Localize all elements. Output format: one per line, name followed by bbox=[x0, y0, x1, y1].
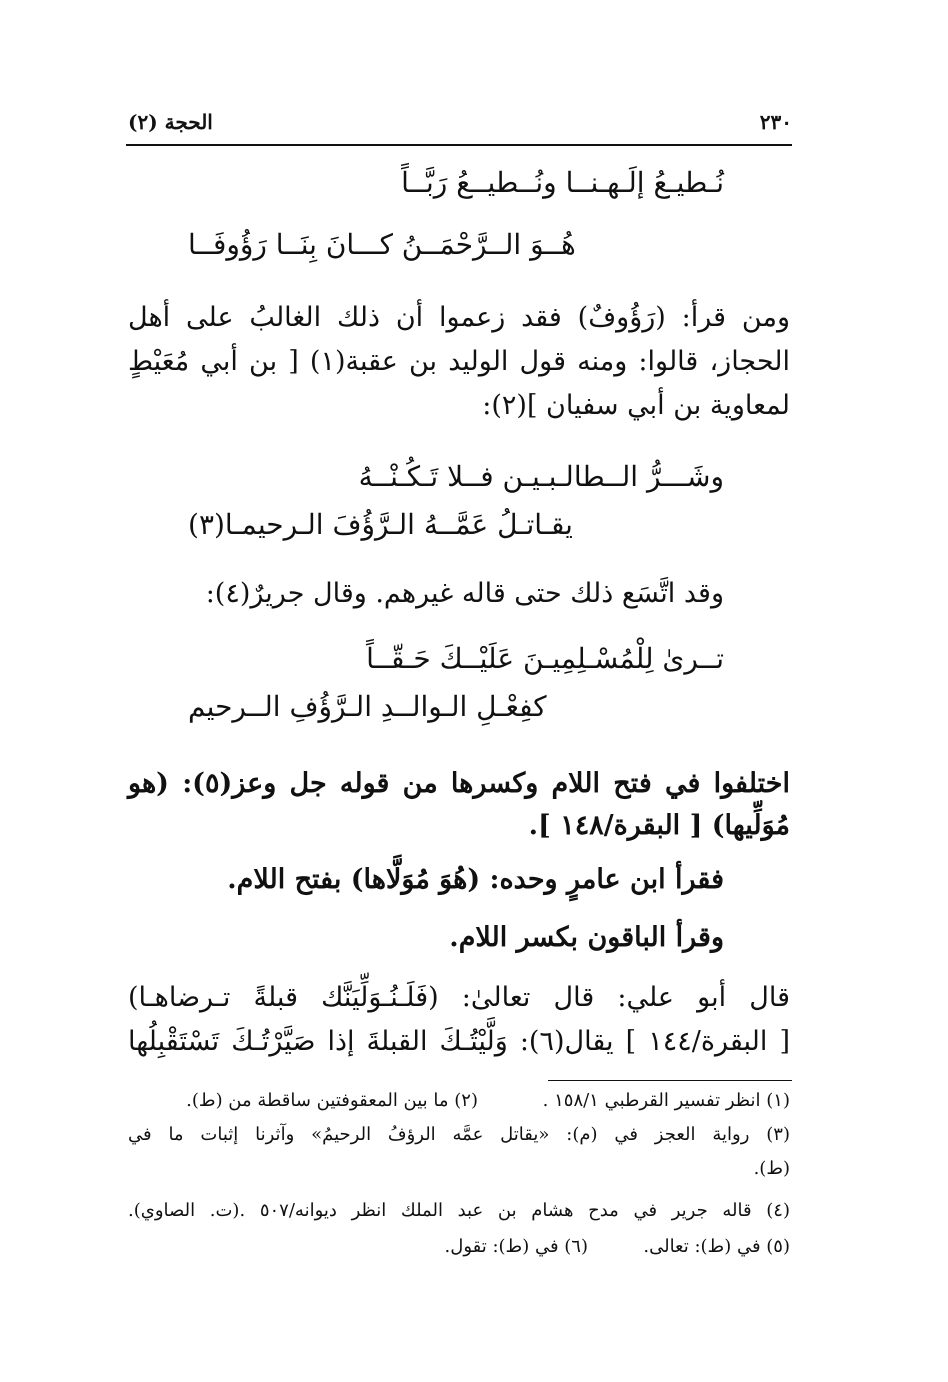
para2-line1: وقد اتَّسَع ذلك حتى قاله غيرهم. وقال جريرٌ(٤): bbox=[205, 578, 724, 609]
page-header bbox=[128, 104, 792, 140]
footnote-6: (٦) في (ط): تقول. bbox=[444, 1236, 588, 1257]
header-rule bbox=[126, 144, 792, 146]
section-heading-line1: اختلفوا في فتح اللام وكسرها من قوله جل وعز(٥): (هو bbox=[128, 768, 790, 799]
para1-line1: ومن قرأ: (رَؤُوفٌ) فقد زعموا أن ذلك الغالبُ على أهل bbox=[128, 302, 790, 333]
verse2-hemistich1: وشَـــرُّ الــطالـبـيـن فــلا تَـكُـنْــهُ bbox=[358, 460, 724, 493]
para1-line2: الحجاز، قالوا: ومنه قول الوليد بن عقبة(١) [ بن أبي مُعَيْطٍ bbox=[128, 346, 791, 377]
footnote-1: (١) انظر تفسير القرطبي ١٥٨/١ . bbox=[542, 1090, 790, 1111]
para3-line1: قال أبو علي: قال تعالىٰ: (فَلَـنُـوَلِّيَنَّك قبلةً تـرضاهـا) bbox=[128, 982, 790, 1013]
verse1-hemistich1: نُـطيـعُ إلَـهـنــا ونُــطيــعُ رَبَّــاً bbox=[401, 166, 724, 199]
reading-others: وقرأ الباقون بكسر اللام. bbox=[449, 922, 724, 953]
running-title: الحجة (٢) bbox=[128, 110, 213, 134]
footnote-5: (٥) في (ط): تعالى. bbox=[643, 1236, 790, 1257]
verse2-hemistich2: يقـاتـلُ عَمَّــهُ الـرَّؤُفَ الـرحيمـا(٣) bbox=[188, 508, 573, 541]
section-heading-line2: مُوَلِّيها) [ البقرة/١٤٨ ]. bbox=[528, 810, 790, 841]
footnote-rule bbox=[548, 1080, 792, 1081]
footnote-2: (٢) ما بين المعقوفتين ساقطة من (ط). bbox=[186, 1090, 478, 1111]
verse3-hemistich1: تــرىٰ لِلْمُسْـلِمِيـنَ عَلَيْــكَ حَـقّــاً bbox=[366, 642, 724, 675]
footnote-3-line1: (٣) رواية العجز في (م): «يقاتل عمَّه الرؤفُ الرحيمُ» وآثرنا إثبات ما في bbox=[128, 1124, 790, 1145]
footnote-3-line2: (ط). bbox=[753, 1158, 790, 1179]
verse3-hemistich2: كفِعْـلِ الـوالــدِ الـرَّؤُفِ الــرحيم bbox=[188, 690, 547, 723]
para3-line2: [ البقرة/١٤٤ ] يقال(٦): وَلَّيْتُـكَ القبلةَ إذا صَيَّرْتُـكَ تَسْتَقْبِلُها bbox=[128, 1026, 791, 1057]
para1-line3: لمعاوية بن أبي سفيان ](٢): bbox=[482, 390, 790, 421]
verse1-hemistich2: هُــوَ الــرَّحْمَــنُ كـــانَ بِنَــا رَؤُوفَــا bbox=[188, 228, 576, 261]
page-number: ٢٣٠ bbox=[759, 110, 792, 134]
footnote-4: (٤) قاله جرير في مدح هشام بن عبد الملك انظر ديوانه/٥٠٧ .(ت. الصاوي). bbox=[128, 1200, 790, 1221]
reading-ibn-amir: فقرأ ابن عامرٍ وحده: (هُوَ مُوَلَّاها) بفتح اللام. bbox=[227, 864, 724, 895]
